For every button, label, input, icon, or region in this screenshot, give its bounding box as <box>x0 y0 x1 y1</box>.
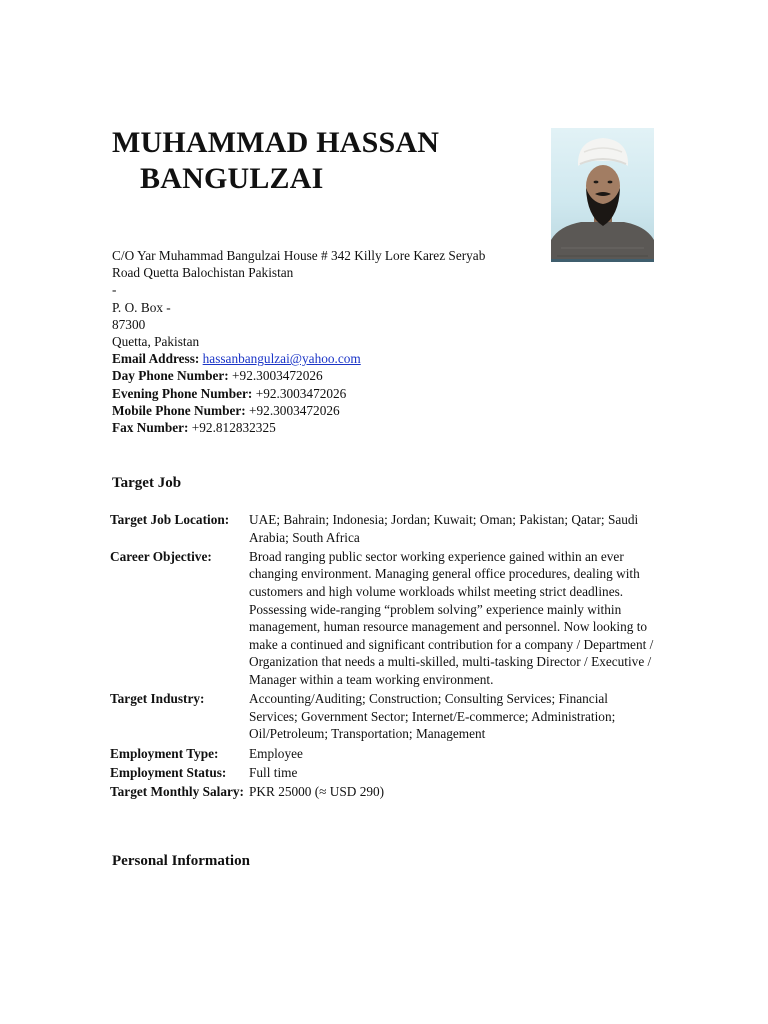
target-job-heading: Target Job <box>112 475 182 491</box>
day-phone-label: Day Phone Number: <box>112 368 229 384</box>
employment-status-label: Employment Status: <box>110 764 227 780</box>
employment-status-value: Full time <box>249 764 298 780</box>
evening-phone-value: +92.3003472026 <box>255 385 347 401</box>
evening-phone-label: Evening Phone Number: <box>112 385 253 401</box>
address-line-1: C/O Yar Muhammad Bangulzai House # 342 Killy Lore Karez Seryab <box>112 248 486 263</box>
career-objective-label: Career Objective: <box>110 548 212 564</box>
employment-type-label: Employment Type: <box>110 745 219 761</box>
day-phone-value: +92.3003472026 <box>232 368 323 384</box>
po-box-label: P. O. Box - <box>112 299 171 315</box>
city-country: Quetta, Pakistan <box>112 334 200 350</box>
po-box-number: 87300 <box>112 316 146 332</box>
table-row <box>110 764 660 782</box>
email-link[interactable]: hassanbangulzai@yahoo.com <box>202 351 361 367</box>
table-row <box>110 783 660 801</box>
email-label: Email Address: <box>112 351 200 367</box>
table-row <box>110 548 660 689</box>
profile-photo-illustration <box>551 128 654 262</box>
fax-label: Fax Number: <box>112 420 189 436</box>
target-industry-label: Target Industry: <box>110 691 205 707</box>
name-heading-line-1: MUHAMMAD HASSAN <box>112 126 440 159</box>
day-phone-row <box>112 367 552 384</box>
target-job-location-value: UAE; Bahrain; Indonesia; Jordan; Kuwait; Oman; Pakistan; Qatar; Saudi Arabia; South Africa <box>249 512 639 545</box>
mobile-phone-label: Mobile Phone Number: <box>112 402 246 418</box>
mobile-phone-value: +92.3003472026 <box>249 402 340 418</box>
table-row <box>110 690 660 743</box>
target-industry-value: Accounting/Auditing; Construction; Consulting Services; Financial Services; Government Sector; Internet/E-commerce; Administration; Oil/Petroleum; Transportation; Management <box>249 691 616 742</box>
fax-value: +92.812832325 <box>191 420 276 436</box>
name-heading-line-2: BANGULZAI <box>140 162 324 195</box>
target-salary-label: Target Monthly Salary: <box>110 783 244 799</box>
mobile-phone-row <box>112 402 552 419</box>
email-row <box>112 350 552 367</box>
address-line-3: - <box>112 282 117 298</box>
personal-information-heading: Personal Information <box>112 853 250 869</box>
employment-type-value: Employee <box>249 745 303 761</box>
target-job-table <box>110 511 660 802</box>
target-job-location-label: Target Job Location: <box>110 512 230 527</box>
table-row <box>110 745 660 763</box>
evening-phone-row <box>112 385 552 402</box>
table-row <box>110 511 660 546</box>
address-line-2: Road Quetta Balochistan Pakistan <box>112 265 294 281</box>
target-salary-value: PKR 25000 (≈ USD 290) <box>249 783 385 799</box>
contact-block <box>112 247 552 436</box>
fax-row <box>112 419 552 436</box>
career-objective-value: Broad ranging public sector working experience gained within an ever changing environment. Managing general office procedures, dealing with customers and high volume workloads whilst meeting strict deadlines. Possessing wide-ranging “problem solving” experience mainly within management, human resource management and personnel. Now looking to make a continued and significant contribution for a company / Department / Organization that needs a multi-skilled, multi-tasking Director / Executive / Manager within a team working environment. <box>249 548 654 687</box>
profile-photo <box>551 128 654 262</box>
